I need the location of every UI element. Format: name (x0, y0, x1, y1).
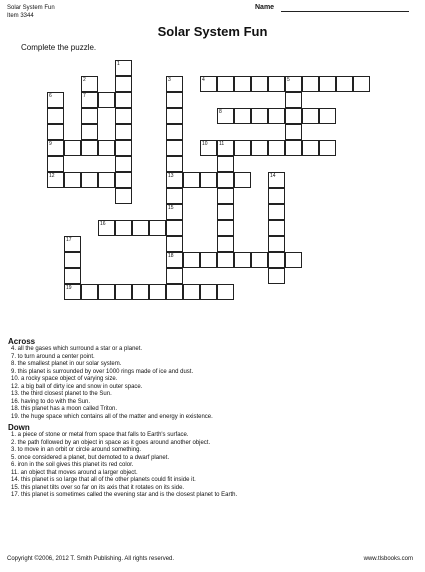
item-number: Item 3344 (7, 13, 34, 19)
clue-number: 16 (100, 221, 106, 227)
crossword-cell[interactable] (268, 204, 285, 220)
crossword-cell[interactable] (166, 204, 183, 220)
down-clue: 2. the path followed by an object in space as it goes around another object. (11, 439, 211, 446)
crossword-cell[interactable] (234, 76, 251, 92)
crossword-cell[interactable] (115, 108, 132, 124)
clue-number: 19 (66, 285, 72, 291)
crossword-cell[interactable] (268, 252, 285, 268)
crossword-cell[interactable] (98, 92, 115, 108)
crossword-cell[interactable] (285, 252, 302, 268)
crossword-cell[interactable] (81, 76, 98, 92)
crossword-cell[interactable] (166, 124, 183, 140)
across-clue: 18. this planet has a moon called Triton. (11, 406, 118, 412)
clue-number: 8 (219, 109, 222, 115)
crossword-cell[interactable] (217, 204, 234, 220)
crossword-cell[interactable] (200, 140, 217, 156)
down-heading: Down (8, 423, 30, 432)
down-clue: 5. once considered a planet, but demoted to a dwarf planet. (11, 454, 170, 461)
across-heading: Across (8, 337, 36, 346)
crossword-cell[interactable] (47, 140, 64, 156)
crossword-cell[interactable] (268, 108, 285, 124)
crossword-cell[interactable] (268, 188, 285, 204)
crossword-cell[interactable] (115, 140, 132, 156)
across-clue: 16. having to do with the Sun. (11, 398, 91, 405)
crossword-cell[interactable] (166, 92, 183, 108)
crossword-cell[interactable] (234, 140, 251, 156)
crossword-cell[interactable] (47, 108, 64, 124)
crossword-cell[interactable] (200, 76, 217, 92)
name-label: Name (255, 4, 275, 11)
crossword-cell[interactable] (166, 156, 183, 172)
instructions: Complete the puzzle. (21, 43, 97, 52)
crossword-cell[interactable] (183, 284, 200, 300)
crossword-cell[interactable] (217, 284, 234, 300)
down-clue: 11. an object that moves around a larger object. (11, 469, 138, 476)
crossword-cell[interactable] (166, 140, 183, 156)
crossword-cell[interactable] (115, 172, 132, 188)
crossword-cell[interactable] (64, 140, 81, 156)
across-clue: 8. the smallest planet in our solar system. (11, 361, 122, 367)
crossword-cell[interactable] (336, 76, 353, 92)
crossword-cell[interactable] (47, 92, 64, 108)
crossword-cell[interactable] (251, 76, 268, 92)
crossword-cell[interactable] (81, 108, 98, 124)
crossword-cell[interactable] (98, 140, 115, 156)
across-clue: 13. the third closest planet to the Sun. (11, 391, 112, 397)
down-clue: 3. to move in an orbit or circle around something. (11, 447, 142, 453)
crossword-cell[interactable] (166, 284, 183, 300)
crossword-cell[interactable] (217, 140, 234, 156)
crossword-cell[interactable] (268, 140, 285, 156)
clue-list (8, 337, 418, 502)
crossword-cell[interactable] (98, 220, 115, 236)
crossword-cell[interactable] (115, 124, 132, 140)
crossword-cell[interactable] (285, 140, 302, 156)
crossword-cell[interactable] (166, 188, 183, 204)
across-clue: 19. the huge space which contains all of the matter and energy in existence. (11, 413, 213, 420)
crossword-cell[interactable] (268, 220, 285, 236)
crossword-cell[interactable] (183, 172, 200, 188)
crossword-cell[interactable] (81, 124, 98, 140)
crossword-cell[interactable] (251, 108, 268, 124)
crossword-cell[interactable] (81, 92, 98, 108)
crossword-cell[interactable] (217, 236, 234, 252)
down-clue: 14. this planet is so large that all of the other planets could fit inside it. (11, 477, 196, 483)
crossword-cell[interactable] (81, 284, 98, 300)
crossword-cell[interactable] (115, 60, 132, 76)
crossword-cell[interactable] (302, 108, 319, 124)
crossword-cell[interactable] (285, 124, 302, 140)
name-field-line[interactable] (281, 11, 409, 12)
clue-number: 4 (202, 77, 205, 83)
crossword-cell[interactable] (353, 76, 370, 92)
clue-number: 12 (49, 173, 55, 179)
crossword-cell[interactable] (285, 92, 302, 108)
clue-number: 13 (168, 173, 174, 179)
crossword-cell[interactable] (98, 172, 115, 188)
clue-number: 17 (66, 237, 72, 243)
clue-number: 6 (49, 93, 52, 99)
crossword-cell[interactable] (47, 172, 64, 188)
crossword-cell[interactable] (115, 92, 132, 108)
clue-number: 10 (202, 141, 208, 147)
crossword-cell[interactable] (268, 268, 285, 284)
across-clues (8, 346, 418, 421)
crossword-cell[interactable] (115, 156, 132, 172)
crossword-cell[interactable] (217, 156, 234, 172)
clue-number: 7 (83, 93, 86, 99)
copyright: Copyright ©2006, 2012 T. Smith Publishing. All rights reserved. (7, 556, 175, 562)
clue-number: 3 (168, 77, 171, 83)
clue-number: 14 (270, 173, 276, 179)
crossword-cell[interactable] (64, 252, 81, 268)
crossword-cell[interactable] (217, 108, 234, 124)
crossword-cell[interactable] (217, 252, 234, 268)
crossword-cell[interactable] (47, 156, 64, 172)
crossword-cell[interactable] (319, 76, 336, 92)
crossword-cell[interactable] (115, 284, 132, 300)
crossword-cell[interactable] (234, 172, 251, 188)
crossword-cell[interactable] (64, 236, 81, 252)
crossword-cell[interactable] (115, 76, 132, 92)
clue-number: 5 (287, 77, 290, 83)
crossword-cell[interactable] (149, 220, 166, 236)
crossword-cell[interactable] (251, 140, 268, 156)
crossword-cell[interactable] (115, 188, 132, 204)
crossword-cell[interactable] (200, 252, 217, 268)
crossword-cell[interactable] (64, 284, 81, 300)
crossword-cell[interactable] (81, 140, 98, 156)
down-clue: 17. this planet is sometimes called the evening star and is the closest planet to Earth. (11, 492, 238, 498)
crossword-cell[interactable] (166, 172, 183, 188)
crossword-cell[interactable] (166, 108, 183, 124)
crossword-cell[interactable] (268, 236, 285, 252)
crossword-cell[interactable] (302, 76, 319, 92)
crossword-cell[interactable] (166, 268, 183, 284)
item-info (7, 4, 55, 20)
crossword-cell[interactable] (200, 284, 217, 300)
across-clue: 9. this planet is surrounded by over 1000 rings made of ice and dust. (11, 368, 194, 375)
crossword-cell[interactable] (319, 140, 336, 156)
crossword-cell[interactable] (166, 252, 183, 268)
crossword-cell[interactable] (302, 140, 319, 156)
crossword-cell[interactable] (64, 172, 81, 188)
clue-number: 18 (168, 253, 174, 259)
crossword-cell[interactable] (81, 172, 98, 188)
crossword-cell[interactable] (200, 172, 217, 188)
page-title: Solar System Fun (157, 24, 268, 39)
clue-number: 15 (168, 205, 174, 211)
across-clue: 10. a rocky space object of varying size. (11, 376, 118, 382)
clue-number: 2 (83, 77, 86, 83)
down-clue: 15. this planet tilts over so far on its axis that it rotates on its side. (11, 484, 185, 491)
crossword-cell[interactable] (234, 252, 251, 268)
crossword-cell[interactable] (149, 284, 166, 300)
crossword-cell[interactable] (166, 76, 183, 92)
crossword-cell[interactable] (132, 284, 149, 300)
crossword-cell[interactable] (268, 172, 285, 188)
crossword-cell[interactable] (217, 172, 234, 188)
crossword-cell[interactable] (285, 108, 302, 124)
crossword-cell[interactable] (217, 220, 234, 236)
crossword-cell[interactable] (166, 220, 183, 236)
crossword-cell[interactable] (251, 252, 268, 268)
clue-number: 9 (49, 141, 52, 147)
crossword-cell[interactable] (234, 108, 251, 124)
crossword-cell[interactable] (319, 108, 336, 124)
across-clue: 7. to turn around a center point. (11, 353, 95, 360)
crossword-cell[interactable] (285, 76, 302, 92)
clue-number: 11 (219, 141, 225, 147)
crossword-cell[interactable] (64, 268, 81, 284)
down-clue: 6. iron in the soil gives this planet its red color. (11, 462, 134, 468)
crossword-cell[interactable] (47, 124, 64, 140)
crossword-cell[interactable] (115, 220, 132, 236)
clue-number: 1 (117, 61, 120, 67)
crossword-cell[interactable] (217, 188, 234, 204)
crossword-cell[interactable] (98, 284, 115, 300)
down-clue: 1. a piece of stone or metal from space that falls to Earth's surface. (11, 432, 189, 438)
crossword-cell[interactable] (166, 236, 183, 252)
across-clue: 4. all the gases which surround a star or a planet. (11, 346, 143, 352)
crossword-cell[interactable] (183, 252, 200, 268)
down-clues (8, 432, 418, 500)
across-clue: 12. a big ball of dirty ice and snow in outer space. (11, 383, 143, 390)
worksheet-label: Solar System Fun (7, 5, 55, 11)
website-link[interactable]: www.tlsbooks.com (363, 556, 413, 562)
crossword-cell[interactable] (217, 76, 234, 92)
crossword-cell[interactable] (132, 220, 149, 236)
crossword-cell[interactable] (268, 76, 285, 92)
